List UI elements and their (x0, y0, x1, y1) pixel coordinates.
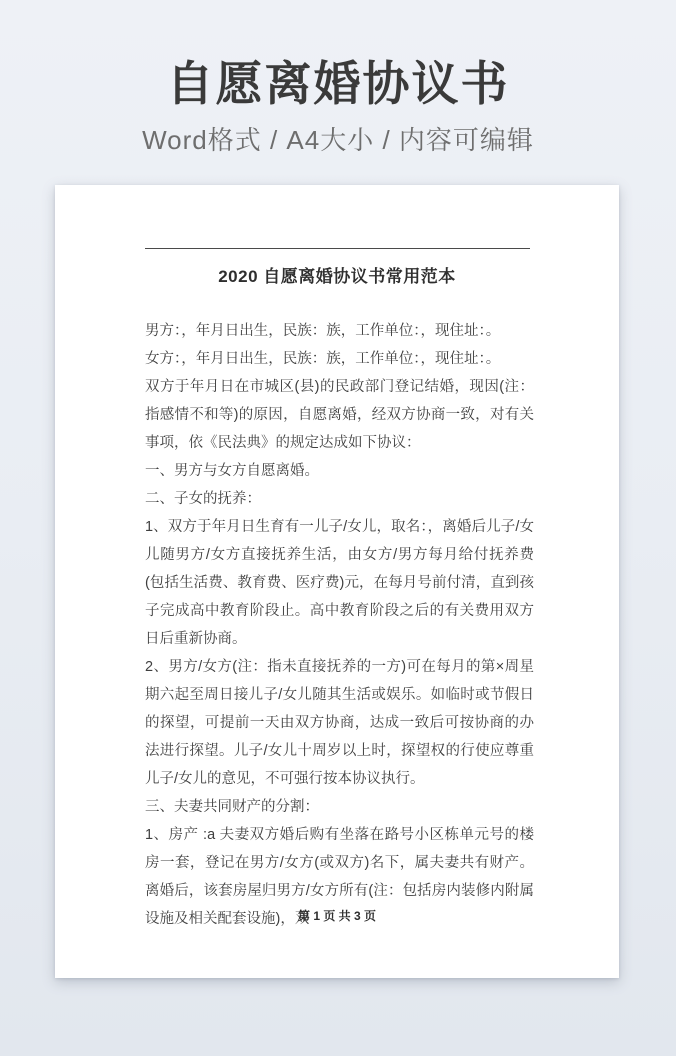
paragraph-custody-item-1: 1、双方于年月日生育有一儿子/女儿，取名：，离婚后儿子/女儿随男方/女方直接抚养生活，由女方/男方每月给付抚养费(包括生活费、教育费、医疗费)元，在每月号前付清，直到孩子完成高中教育阶段止。高中教育阶段之后的有关费用双方日后重新协商。 (145, 519, 534, 647)
paragraph-property-item-1: 1、房产 :a 夫妻双方婚后购有坐落在路号小区栋单元号的楼房一套，登记在男方/女方(或双方)名下，属夫妻共有财产。离婚后，该套房屋归男方/女方所有(注：包括房内装修内附属设施及相关配套设施)，双 (145, 827, 534, 927)
page-title: 自愿离婚协议书 (166, 57, 510, 110)
paragraph-husband-info: 男方：，年月日出生，民族：族，工作单位：，现住址：。 (145, 323, 501, 339)
hero-header (0, 0, 676, 157)
a4-page-preview (55, 185, 619, 978)
document-body (145, 317, 534, 933)
paragraph-clause-two-heading: 二、子女的抚养： (145, 491, 261, 507)
paragraph-wife-info: 女方：，年月日出生，民族：族，工作单位：，现住址：。 (145, 351, 501, 367)
document-title: 2020 自愿离婚协议书常用范本 (218, 267, 456, 286)
page-subtitle: Word格式 / A4大小 / 内容可编辑 (142, 124, 534, 155)
paragraph-marriage-background: 双方于年月日在市城区(县)的民政部门登记结婚，现因(注：指感情不和等)的原因，自愿离婚，经双方协商一致，对有关事项，依《民法典》的规定达成如下协议： (145, 379, 534, 451)
title-divider-line (145, 248, 530, 249)
paragraph-clause-one: 一、男方与女方自愿离婚。 (145, 463, 319, 479)
paragraph-custody-item-2: 2、男方/女方(注：指未直接抚养的一方)可在每月的第×周星期六起至周日接儿子/女儿随其生活或娱乐。如临时或节假日的探望，可提前一天由双方协商，达成一致后可按协商的办法进行探望。儿子/女儿十周岁以上时，探望权的行使应尊重儿子/女儿的意见，不可强行按本协议执行。 (145, 659, 534, 787)
page-number-footer: 第 1 页 共 3 页 (297, 909, 377, 923)
paragraph-clause-three-heading: 三、夫妻共同财产的分割： (145, 799, 319, 815)
